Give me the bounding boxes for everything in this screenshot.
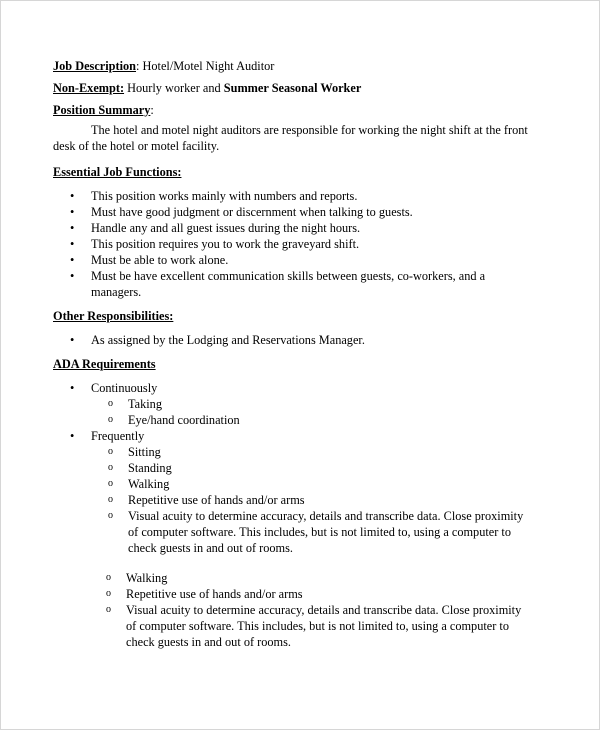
position-summary-text: The hotel and motel night auditors are responsible for working the night shift at the front desk of the hotel or motel facility. — [53, 123, 528, 153]
list-item: o Walking — [91, 476, 533, 492]
list-item: o Visual acuity to determine accuracy, details and transcribe data. Close proximity of computer software. This includes, but is not limited to, using a computer to check guests in and out of rooms. — [89, 602, 533, 650]
other-responsibilities-heading: Other Responsibilities: — [53, 309, 174, 323]
ada-frequently-sublist — [91, 444, 533, 556]
ada-continuously-sublist — [91, 396, 533, 428]
list-item: o Repetitive use of hands and/or arms — [89, 586, 533, 602]
list-item: o Sitting — [91, 444, 533, 460]
list-item: • Must have good judgment or discernment when talking to guests. — [53, 204, 533, 220]
list-item: • Must be able to work alone. — [53, 252, 533, 268]
ada-continuously-item — [53, 380, 533, 428]
list-item: o Standing — [91, 460, 533, 476]
list-item: • This position requires you to work the graveyard shift. — [53, 236, 533, 252]
position-summary-line — [53, 102, 533, 118]
position-summary-colon: : — [150, 103, 154, 117]
list-item: o Eye/hand coordination — [91, 412, 533, 428]
non-exempt-value: Hourly worker and — [124, 81, 224, 95]
list-item: o Visual acuity to determine accuracy, details and transcribe data. Close proximity of computer software. This includes, but is not limited to, using a computer to check guests in and out of rooms. — [91, 508, 533, 556]
list-item: o Repetitive use of hands and/or arms — [91, 492, 533, 508]
list-item: • This position works mainly with numbers and reports. — [53, 188, 533, 204]
job-description-value: : Hotel/Motel Night Auditor — [136, 59, 275, 73]
job-description-label: Job Description — [53, 59, 137, 73]
ada-requirements-heading: ADA Requirements — [53, 357, 156, 371]
non-exempt-label: Non-Exempt: — [53, 81, 125, 95]
ada-continuously-label: Continuously — [91, 381, 158, 395]
essential-functions-heading: Essential Job Functions: — [53, 165, 182, 179]
non-exempt-bold: Summer Seasonal Worker — [223, 81, 362, 95]
ada-requirements-list — [53, 380, 533, 650]
list-item: o Taking — [91, 396, 533, 412]
ada-frequently-item — [53, 428, 533, 650]
ada-extra-sublist — [89, 570, 533, 650]
list-item: • Must be have excellent communication skills between guests, co-workers, and a managers. — [53, 268, 533, 300]
list-item: o Walking — [89, 570, 533, 586]
list-item: • Handle any and all guest issues during the night hours. — [53, 220, 533, 236]
position-summary-label: Position Summary — [53, 103, 151, 117]
job-description-line — [53, 58, 533, 74]
ada-frequently-label: Frequently — [91, 429, 145, 443]
spacer — [91, 556, 533, 570]
essential-functions-list — [53, 188, 533, 300]
document-body — [53, 58, 533, 658]
list-item: • As assigned by the Lodging and Reservations Manager. — [53, 332, 533, 348]
non-exempt-line — [53, 80, 533, 96]
other-responsibilities-list — [53, 332, 533, 348]
